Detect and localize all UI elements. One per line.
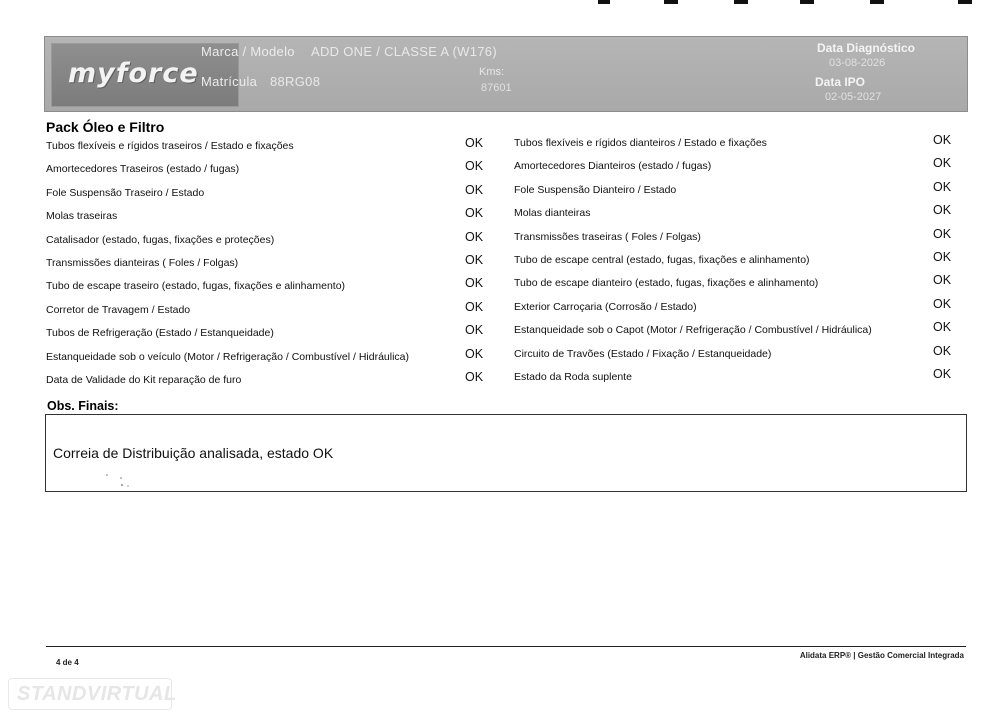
- obs-text: Correia de Distribuição analisada, estado OK: [53, 445, 334, 461]
- check-row: [46, 231, 496, 254]
- check-row: [46, 184, 496, 207]
- check-label: Amortecedores Traseiros (estado / fugas): [46, 163, 240, 176]
- watermark-text: STANDVIRTUAL: [17, 683, 177, 705]
- check-status: OK: [465, 252, 484, 267]
- obs-box: [45, 414, 967, 492]
- check-status: OK: [465, 276, 484, 291]
- check-row: [514, 298, 964, 321]
- check-label: Data de Validade do Kit reparação de furo: [46, 373, 242, 386]
- marca-modelo-label: Marca / Modelo: [201, 44, 295, 59]
- check-label: Corretor de Travagem / Estado: [46, 303, 191, 316]
- check-status: OK: [933, 320, 952, 335]
- check-row: [46, 137, 496, 160]
- check-status: OK: [465, 182, 484, 197]
- check-label: Tubos de Refrigeração (Estado / Estanqueidade): [46, 327, 274, 340]
- check-status: OK: [465, 346, 484, 361]
- logo-text: myforce: [68, 58, 199, 89]
- check-row: [514, 228, 964, 251]
- matricula-label: Matrícula: [201, 74, 258, 89]
- check-label: Transmissões traseiras ( Foles / Folgas): [514, 230, 701, 243]
- check-status: OK: [465, 159, 484, 174]
- check-row: [46, 301, 496, 324]
- top-edge-mark: [800, 0, 814, 4]
- top-edge-mark: [870, 0, 884, 4]
- check-label: Fole Suspensão Dianteiro / Estado: [514, 183, 677, 196]
- check-label: Molas traseiras: [46, 210, 118, 223]
- top-edge-mark: [664, 0, 678, 4]
- check-status: OK: [465, 136, 484, 150]
- check-label: Exterior Carroçaria (Corrosão / Estado): [514, 300, 697, 313]
- footer-divider: [46, 646, 966, 647]
- check-status: OK: [465, 369, 484, 384]
- check-label: Fole Suspensão Traseiro / Estado: [46, 186, 205, 199]
- obs-title: Obs. Finais:: [47, 399, 119, 413]
- check-label: Molas dianteiras: [514, 207, 591, 220]
- check-label: Estanqueidade sob o veículo (Motor / Refrigeração / Combustível / Hidráulica): [46, 350, 410, 363]
- check-status: OK: [933, 366, 952, 381]
- section-title: Pack Óleo e Filtro: [46, 119, 165, 135]
- check-label: Estanqueidade sob o Capot (Motor / Refrigeração / Combustível / Hidráulica): [514, 324, 872, 337]
- check-status: OK: [933, 226, 952, 241]
- data-diagnostico-label: Data Diagnóstico: [817, 41, 916, 55]
- standvirtual-watermark: [8, 678, 177, 710]
- kms-label: Kms:: [479, 66, 505, 78]
- check-row: [46, 324, 496, 347]
- check-label: Catalisador (estado, fugas, fixações e proteções): [46, 233, 275, 246]
- check-label: Transmissões dianteiras ( Foles / Folgas): [46, 256, 239, 269]
- top-edge-mark: [958, 0, 972, 4]
- footer-brand: Alidata ERP® | Gestão Comercial Integrada: [799, 651, 964, 660]
- marca-modelo-value: ADD ONE / CLASSE A (W176): [311, 44, 497, 59]
- checklist-left: [46, 137, 496, 394]
- check-row: [46, 277, 496, 300]
- check-label: Amortecedores Dianteiros (estado / fugas): [514, 160, 712, 173]
- check-row: [46, 371, 496, 394]
- check-label: Tubo de escape traseiro (estado, fugas, fixações e alinhamento): [46, 280, 346, 293]
- check-label: Tubo de escape dianteiro (estado, fugas, fixações e alinhamento): [514, 277, 819, 290]
- check-row: [514, 157, 964, 180]
- check-row: [514, 251, 964, 274]
- top-edge-mark: [598, 0, 610, 4]
- check-status: OK: [933, 179, 952, 194]
- check-label: Estado da Roda suplente: [514, 370, 632, 383]
- check-row: [514, 134, 964, 157]
- check-status: OK: [933, 296, 952, 311]
- check-row: [46, 348, 496, 371]
- data-ipo-value: 02-05-2027: [825, 91, 882, 103]
- check-label: Tubo de escape central (estado, fugas, fixações e alinhamento): [514, 253, 810, 266]
- check-row: [514, 181, 964, 204]
- check-status: OK: [465, 323, 484, 338]
- check-label: Tubos flexíveis e rígidos dianteiros / Estado e fixações: [514, 137, 767, 149]
- check-status: OK: [933, 133, 952, 147]
- check-status: OK: [933, 273, 952, 288]
- check-status: OK: [465, 229, 484, 244]
- check-row: [46, 160, 496, 183]
- check-label: Circuito de Travões (Estado / Fixação / Estanqueidade): [514, 347, 772, 360]
- check-row: [46, 207, 496, 230]
- check-status: OK: [465, 206, 484, 221]
- check-status: OK: [933, 203, 952, 218]
- check-row: [514, 274, 964, 297]
- matricula-value: 88RG08: [270, 74, 321, 89]
- scan-specks: [104, 472, 134, 492]
- kms-value: 87601: [481, 82, 512, 94]
- check-label: Tubos flexíveis e rígidos traseiros / Estado e fixações: [46, 140, 294, 152]
- check-row: [514, 204, 964, 227]
- data-ipo-label: Data IPO: [815, 75, 866, 89]
- check-row: [514, 368, 964, 391]
- check-status: OK: [933, 343, 952, 358]
- checklist-right: [514, 134, 964, 391]
- check-row: [46, 254, 496, 277]
- check-row: [514, 321, 964, 344]
- check-status: OK: [465, 299, 484, 314]
- check-status: OK: [933, 249, 952, 264]
- vehicle-header: [44, 36, 968, 112]
- page-number: 4 de 4: [56, 658, 79, 667]
- top-edge-mark: [734, 0, 748, 4]
- data-diagnostico-value: 03-08-2026: [829, 57, 886, 69]
- check-row: [514, 345, 964, 368]
- check-status: OK: [933, 156, 952, 171]
